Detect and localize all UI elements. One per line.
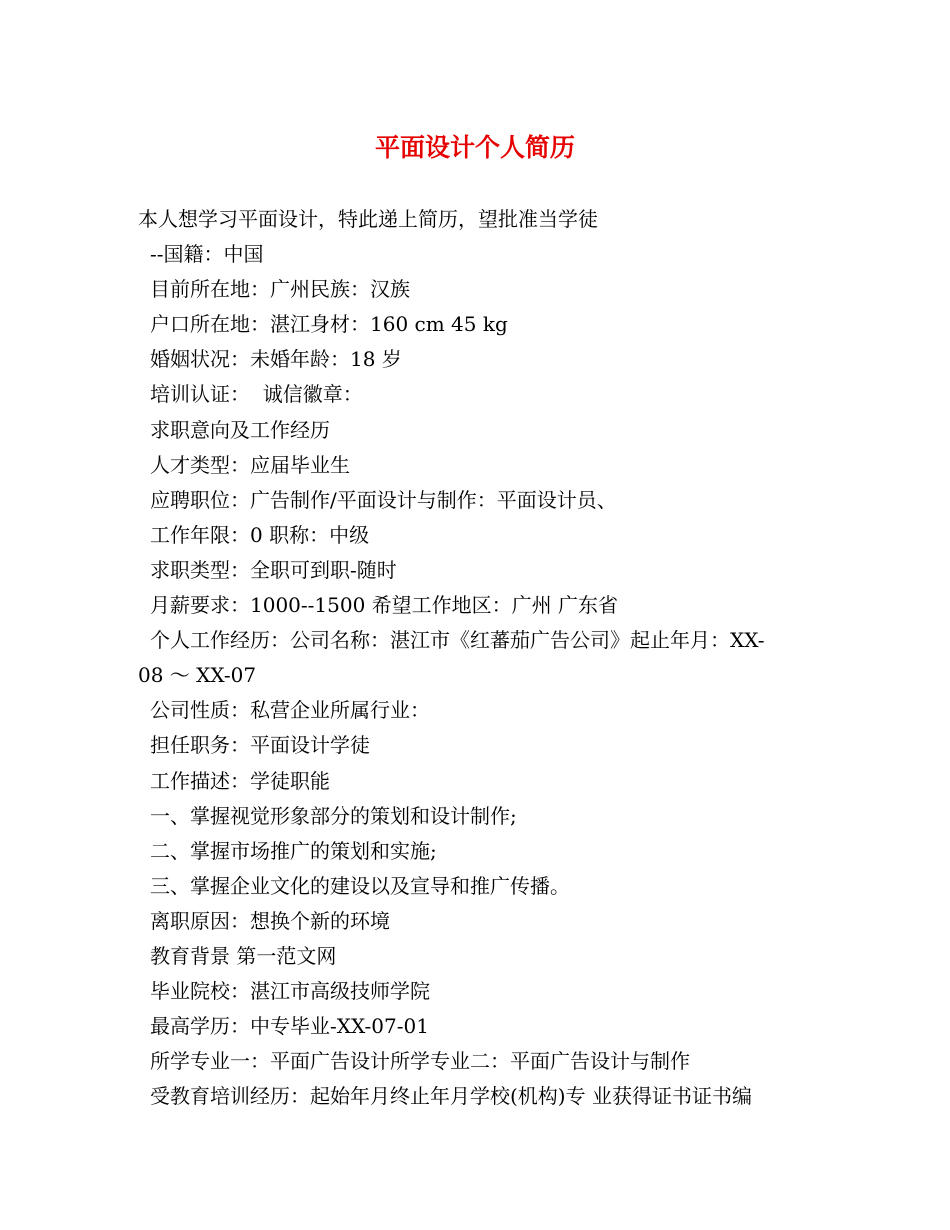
resume-line: 求职类型：全职可到职-随时	[150, 557, 397, 582]
resume-line: 求职意向及工作经历	[150, 417, 330, 442]
resume-line: 目前所在地：广州民族：汉族	[150, 277, 410, 302]
resume-body	[138, 202, 828, 1114]
resume-line: 08 ～ XX-07	[138, 663, 257, 688]
resume-line: 二、掌握市场推广的策划和实施;	[150, 838, 437, 863]
resume-line: 婚姻状况：未婚年龄：18 岁	[150, 347, 402, 372]
resume-line: 受教育培训经历：起始年月终止年月学校(机构)专 业获得证书证书编	[150, 1084, 752, 1109]
resume-line: 应聘职位：广告制作/平面设计与制作：平面设计员、	[150, 487, 617, 512]
resume-line: 三、掌握企业文化的建设以及宣导和推广传播。	[150, 873, 570, 898]
resume-line: 最高学历：中专毕业-XX-07-01	[150, 1014, 429, 1039]
resume-line: 工作年限：0 职称：中级	[150, 522, 370, 547]
resume-line: 教育背景 第一范文网	[150, 943, 337, 968]
resume-line: --国籍：中国	[150, 242, 264, 267]
resume-line: 毕业院校：湛江市高级技师学院	[150, 979, 430, 1004]
resume-line: 培训认证： 诚信徽章：	[150, 382, 363, 407]
resume-line: 个人工作经历：公司名称：湛江市《红蕃茄广告公司》起止年月：XX-	[150, 628, 765, 653]
resume-line: 担任职务：平面设计学徒	[150, 733, 370, 758]
resume-line: 离职原因：想换个新的环境	[150, 908, 390, 933]
resume-line: 人才类型：应届毕业生	[150, 452, 350, 477]
resume-line: 月薪要求：1000--1500 希望工作地区：广州 广东省	[150, 593, 619, 618]
document-title: 平面设计个人简历	[374, 133, 575, 162]
resume-line: 一、掌握视觉形象部分的策划和设计制作;	[150, 803, 517, 828]
resume-line: 本人想学习平面设计，特此递上简历，望批准当学徒	[138, 207, 598, 231]
resume-line: 户口所在地：湛江身材：160 cm 45 kg	[150, 312, 508, 337]
resume-line: 所学专业一：平面广告设计所学专业二：平面广告设计与制作	[150, 1049, 690, 1074]
resume-line: 公司性质：私营企业所属行业：	[150, 698, 430, 723]
resume-line: 工作描述：学徒职能	[150, 768, 330, 793]
